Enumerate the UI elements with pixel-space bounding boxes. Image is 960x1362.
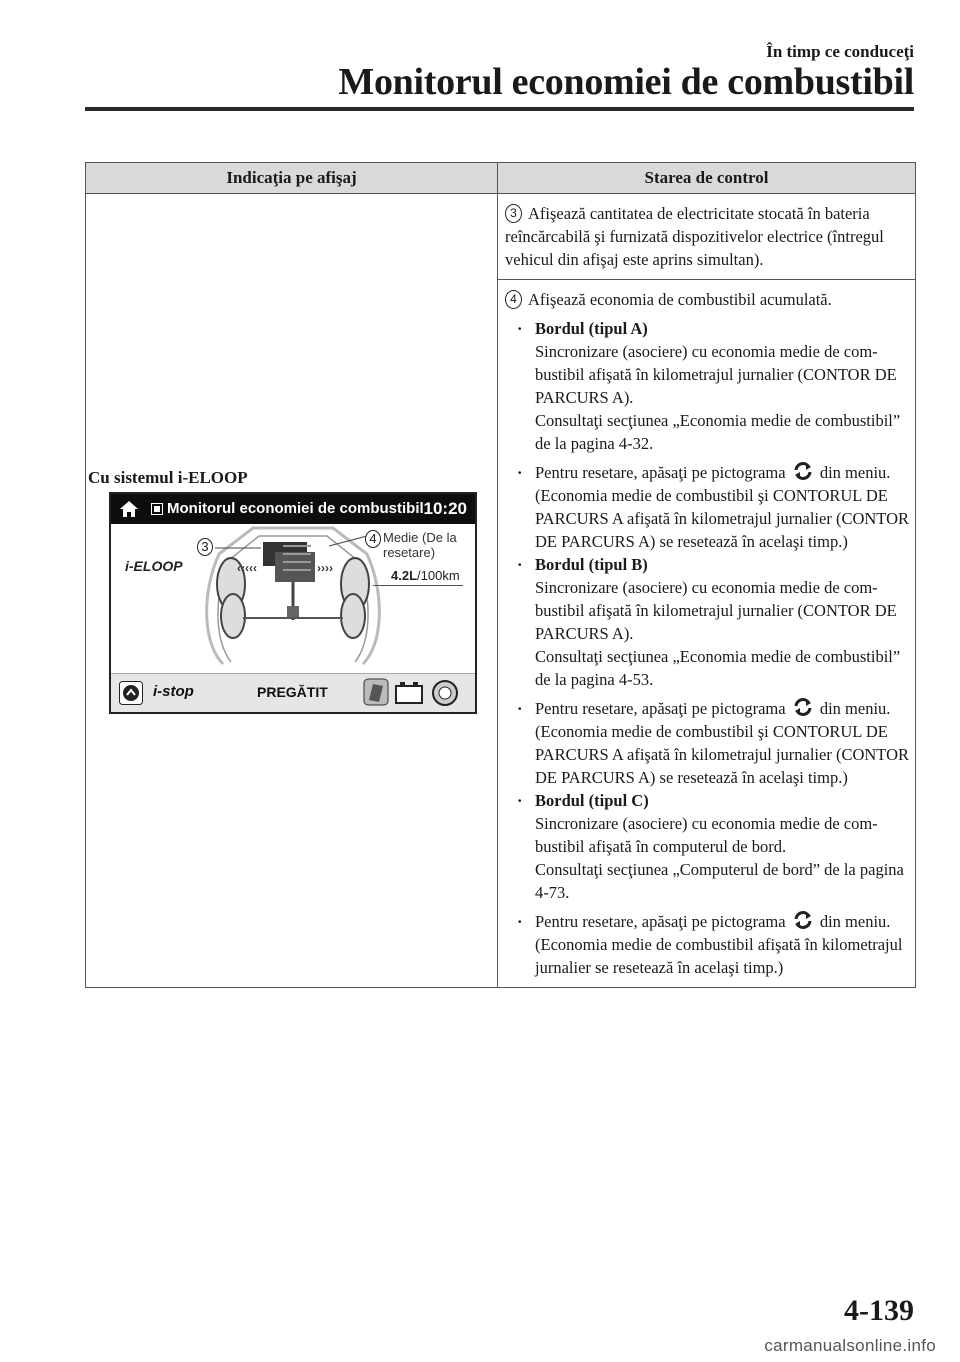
state-cell-4 [498,280,916,988]
dashboard-type-b-title: Bordul (tipul B) [535,555,648,574]
refresh-icon [792,697,814,717]
page-number: 4-139 [844,1294,914,1327]
fuel-value-underline [373,585,463,586]
average-label-line1: Medie (De la [383,529,457,545]
average-label [383,530,457,560]
dashboard-type-c-ref: Consultaţi secţiunea „Computerul de bord” de la pagina 4-73. [535,860,904,902]
reset-instruction-c-pre: Pentru resetare, apăsaţi pe pictograma [535,912,786,931]
list-item: · Pentru resetare, apăsaţi pe pictograma din meniu. (Economia medie de combustibil şi CONTORUL DE PARCURS A afişată în kilometrajul jurnalier (CONTOR DE PARCURS A) se resetează în acelaşi timp.) [517,463,909,551]
home-icon [119,500,139,518]
reset-instruction-a-post: din meniu. (Economia medie de combustibil şi CONTORUL DE PARCURS A afişată în kilometrajul jurnalier (CONTOR DE PARCURS A) se resetează în acelaşi timp.) [535,463,909,551]
screen-clock: 10:20 [423,498,467,518]
fuel-economy-unit: /100km [417,567,460,583]
display-cell [86,194,498,988]
reset-instruction-b-pre: Pentru resetare, apăsaţi pe pictograma [535,699,786,718]
list-item: · Bordul (tipul B) Sincronizare (asociere) cu economia medie de combustibil afişată în kilometrajul jurnalier (CONTOR DE PARCURS A). Consultaţi secţiunea „Economia medie de combustibil” de la pagina 4-53. [505,553,909,691]
list-item: · Pentru resetare, apăsaţi pe pictograma din meniu. (Economia medie de combustibil afişată în kilometrajul jurnalier se resetează în acelaşi timp.) [517,912,903,977]
svg-text:››››: ›››› [317,560,333,575]
screen-body [111,524,475,674]
ready-status: PREGĂTIT [257,683,328,700]
list-item: · Pentru resetare, apăsaţi pe pictograma din meniu. (Economia medie de combustibil şi CONTORUL DE PARCURS A afişată în kilometrajul jurnalier (CONTOR DE PARCURS A) se resetează în acelaşi timp.) [517,699,909,787]
screen-title: Monitorul economiei de combustibil [167,499,424,517]
dashboard-type-c-title: Bordul (tipul C) [535,791,649,810]
content-table [85,162,916,988]
table-header-row [86,163,916,194]
header-divider [85,107,914,111]
dashboard-type-b-ref: Consultaţi secţiunea „Economia medie de combustibil” de la pagina 4-53. [535,647,901,689]
battery-icon [395,681,423,705]
svg-text:‹‹‹‹‹: ‹‹‹‹‹ [237,560,257,575]
fuel-economy-number: 4.2L [391,567,418,583]
refresh-icon [792,910,814,930]
dashboard-type-c-sync: Sincronizare (asociere) cu economia medie de combustibil afişată în computerul de bord. [535,814,878,856]
column-header-state: Starea de control [498,163,916,194]
item-4-intro: Afişează economia de combustibil acumulată. [528,290,832,309]
column-header-display: Indicaţia pe afişaj [86,163,498,194]
fuel-monitor-screen [109,492,477,714]
watermark: carmanualsonline.info [764,1336,936,1355]
list-item: · Bordul (tipul C) Sincronizare (asociere) cu economia medie de combustibil afişată în computerul de bord. Consultaţi secţiunea „Computerul de bord” de la pagina 4-73. [505,789,909,904]
app-icon [151,503,163,515]
refresh-icon [792,461,814,481]
screen-title-bar [111,494,475,524]
callout-3-marker: 3 [197,538,213,556]
dashboard-type-b-sync: Sincronizare (asociere) cu economia medie de combustibil afişată în kilometrajul jurnalier (CONTOR DE PARCURS A). [535,578,897,643]
page-title: Monitorul economiei de combustibil [338,61,914,103]
dashboard-type-a-ref: Consultaţi secţiunea „Economia medie de combustibil” de la pagina 4-32. [535,411,901,453]
istop-icon [119,681,143,705]
callout-4-marker: 4 [365,530,381,548]
fuel-economy-value [391,568,460,583]
chapter-subtitle: În timp ce conduceţi [766,42,914,61]
reset-instruction-b-post: din meniu. (Economia medie de combustibil şi CONTORUL DE PARCURS A afişată în kilometrajul jurnalier (CONTOR DE PARCURS A) se resetează în acelaşi timp.) [535,699,909,787]
seat-belt-icon [363,678,389,706]
average-label-line2: resetare) [383,544,436,560]
dashboard-type-a-title: Bordul (tipul A) [535,319,648,338]
eloop-system-label: Cu sistemul i-ELOOP [88,467,248,487]
reset-instruction-c-post: din meniu. (Economia medie de combustibil afişată în kilometrajul jurnalier se resetează în acelaşi timp.) [535,912,903,977]
reset-instruction-a-pre: Pentru resetare, apăsaţi pe pictograma [535,463,786,482]
item-3-text: Afişează cantitatea de electricitate stocată în bateria reîncărcabilă şi furnizată dispozitivelor electrice (întregul vehicul din afişaj este aprins simultan). [505,204,884,269]
state-cell-3 [498,194,916,280]
istop-logo: i-stop [153,682,194,700]
list-item: · Bordul (tipul A) Sincronizare (asociere) cu economia medie de combustibil afişată în kilometrajul jurnalier (CONTOR DE PARCURS A). Consultaţi secţiunea „Economia medie de combustibil” de la pagina 4-32. [505,317,909,455]
item-3-number: 3 [505,204,522,223]
dashboard-type-a-sync: Sincronizare (asociere) cu economia medie de combustibil afişată în kilometrajul jurnalier (CONTOR DE PARCURS A). [535,342,897,407]
item-4-number: 4 [505,290,522,309]
eloop-logo: i-ELOOP [125,557,183,574]
screen-status-bar [111,673,475,712]
table-row [86,194,916,280]
ac-icon [431,679,459,707]
